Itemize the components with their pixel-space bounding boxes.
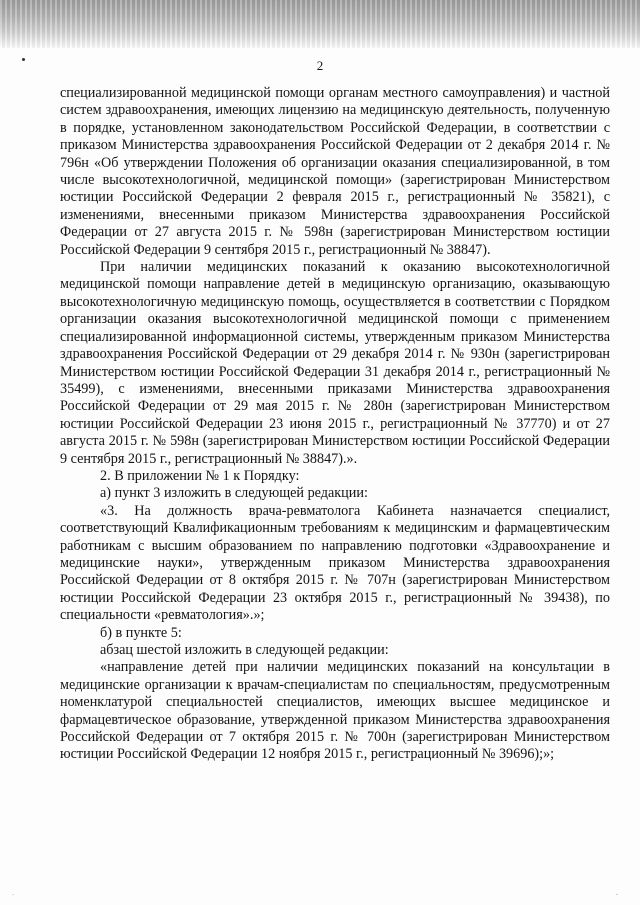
paragraph-item-b: б) в пункте 5: [100, 624, 182, 641]
paragraph-appendix-heading: 2. В приложении № 1 к Порядку: [100, 467, 300, 484]
scan-mark-right: · [615, 891, 618, 899]
paragraph-vmp-referral: При наличии медицинских показаний к оказанию высокотехнологичной медицинской помощи направление детей в медицинскую организацию, оказывающую высокотехнологичную медицинскую помощь, осуществляется в соответствии с Порядком организации оказания высокотехнологичной медицинской помощи с применением специализированной информационной системы, утвержденным приказом Министерства здравоохранения Российской Федерации от 29 декабря 2014 г. № 930н (зарегистрирован Министерством юстиции Российской Федерации 31 декабря 2014 г., регистрационный № 35499), с изменениями, внесенными приказами Министерства здравоохранения Российской Федерации от 29 мая 2015 г. № 280н (зарегистрирован Министерством юстиции Российской Федерации 23 июня 2015 г., регистрационный № 37770) и от 27 августа 2015 г. № 598н (зарегистрирован Министерством юстиции Российской Федерации 9 сентября 2015 г., регистрационный № 38847).». [60, 259, 610, 467]
paragraph-continuation: специализированной медицинской помощи органам местного самоуправления) и частной систем здравоохранения, имеющих лицензию на медицинскую деятельность, полученную в порядке, установленном законодательством Российской Федерации, в соответствии с приказом Министерства здравоохранения Российской Федерации от 2 декабря 2014 г. № 796н «Об утверждении Положения об организации оказания специализированной, в том числе высокотехнологичной, медицинской помощи» (зарегистрирован Министерством юстиции Российской Федерации 2 февраля 2015 г., регистрационный № 35821), с изменениями, внесенными приказом Министерства здравоохранения Российской Федерации от 27 августа 2015 г. № 598н (зарегистрирован Министерством юстиции Российской Федерации 9 сентября 2015 г., регистрационный № 38847). [60, 85, 610, 258]
scan-mark-left: · [12, 891, 15, 899]
document-body [60, 85, 610, 764]
scan-shadow-top [0, 0, 640, 48]
paragraph-item-a: а) пункт 3 изложить в следующей редакции: [100, 485, 368, 502]
paragraph-item-3-text: «3. На должность врача-ревматолога Кабинета назначается специалист, соответствующий Квалификационным требованиям к медицинским и фармацевтическим работникам с высшим образованием по направлению подготовки «Здравоохранение и медицинские науки», утвержденным приказом Министерства здравоохранения Российской Федерации от 8 октября 2015 г. № 707н (зарегистрирован Министерством юстиции Российской Федерации 23 октября 2015 г., регистрационный № 39438), по специальности «ревматология».»; [60, 502, 610, 624]
page-number: 2 [316, 58, 324, 73]
paragraph-consultation-text: «направление детей при наличии медицинских показаний на консультации в медицинские организации к врачам-специалистам по специальностям, предусмотренным номенклатурой специальностей специалистов, имеющих высшее медицинское и фармацевтическое образование, утвержденной приказом Министерства здравоохранения Российской Федерации от 7 октября 2015 г. № 700н (зарегистрирован Министерством юстиции Российской Федерации 12 ноября 2015 г., регистрационный № 39696);»; [60, 659, 610, 763]
paragraph-sixth-abzats: абзац шестой изложить в следующей редакции: [100, 642, 389, 658]
